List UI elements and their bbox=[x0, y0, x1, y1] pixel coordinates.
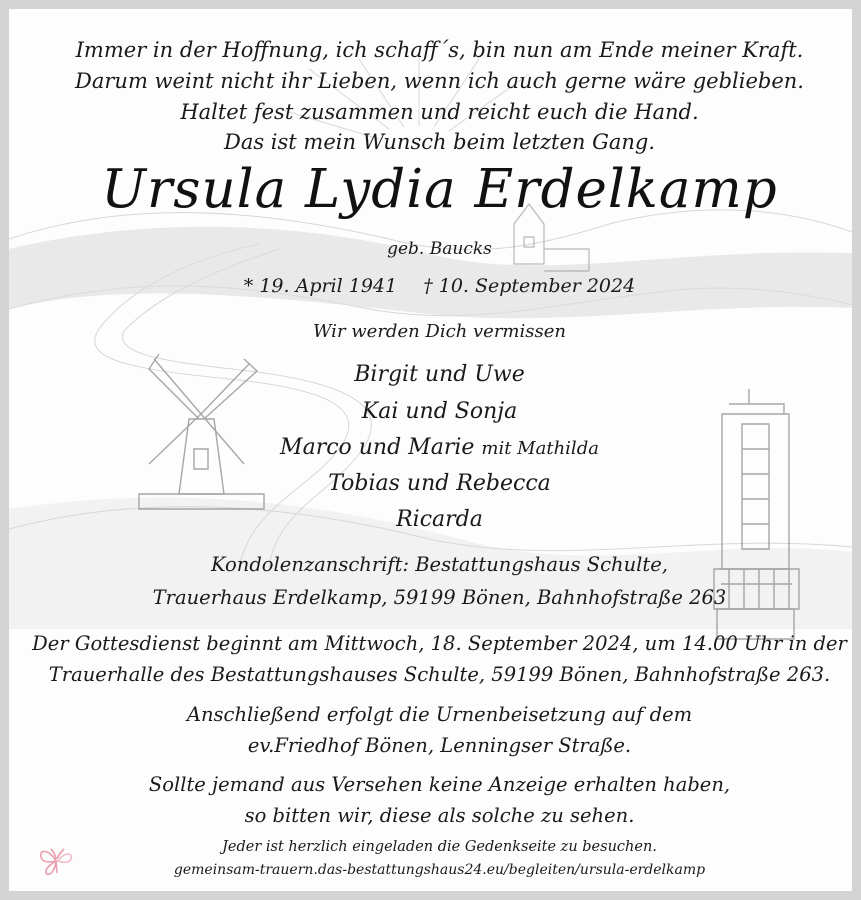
family-line-5: Ricarda bbox=[396, 507, 483, 532]
family-line-2: Kai und Sonja bbox=[361, 399, 518, 424]
family-line-3 bbox=[9, 435, 861, 460]
condolence-line-2: Trauerhaus Erdelkamp, 59199 Bönen, Bahnhofstraße 263 bbox=[152, 586, 727, 609]
burial-line-1: Anschließend erfolgt die Urnenbeisetzung auf dem bbox=[186, 703, 693, 726]
maiden-name: geb. Baucks bbox=[387, 239, 492, 259]
miss-text: Wir werden Dich vermissen bbox=[313, 321, 566, 342]
footer-url[interactable]: gemeinsam-trauern.das-bestattungshaus24.eu/begleiten/ursula-erdelkamp bbox=[173, 862, 706, 878]
butterfly-icon bbox=[37, 843, 77, 879]
service-line-1: Der Gottesdienst beginnt am Mittwoch, 18. September 2024, um 14.00 Uhr in der bbox=[32, 632, 847, 655]
poem-line-2: Darum weint nicht ihr Lieben, wenn ich auch gerne wäre geblieben. bbox=[75, 69, 804, 93]
family-line-3-small: mit Mathilda bbox=[481, 438, 599, 459]
deceased-name: Ursula Lydia Erdelkamp bbox=[101, 159, 778, 220]
death-date: † 10. September 2024 bbox=[423, 275, 636, 297]
poem-line-3: Haltet fest zusammen und reicht euch die Hand. bbox=[180, 100, 699, 124]
poem-line-4: Das ist mein Wunsch beim letzten Gang. bbox=[223, 130, 656, 154]
poem-line-1: Immer in der Hoffnung, ich schaff´s, bin nun am Ende meiner Kraft. bbox=[75, 38, 804, 62]
burial-line-2: ev.Friedhof Bönen, Lenningser Straße. bbox=[247, 734, 632, 757]
family-line-1: Birgit und Uwe bbox=[354, 362, 525, 387]
family-line-3-main: Marco und Marie bbox=[280, 435, 475, 460]
life-dates bbox=[9, 275, 861, 297]
birth-date: * 19. April 1941 bbox=[243, 275, 398, 297]
family-line-4: Tobias und Rebecca bbox=[328, 471, 551, 496]
footer-invite: Jeder ist herzlich eingeladen die Gedenkseite zu besuchen. bbox=[222, 839, 657, 855]
service-line-2: Trauerhalle des Bestattungshauses Schulte, 59199 Bönen, Bahnhofstraße 263. bbox=[48, 663, 831, 686]
condolence-line-1: Kondolenzanschrift: Bestattungshaus Schulte, bbox=[210, 553, 668, 576]
notice-line-1: Sollte jemand aus Versehen keine Anzeige erhalten haben, bbox=[148, 773, 731, 796]
notice-line-2: so bitten wir, diese als solche zu sehen. bbox=[244, 804, 635, 827]
